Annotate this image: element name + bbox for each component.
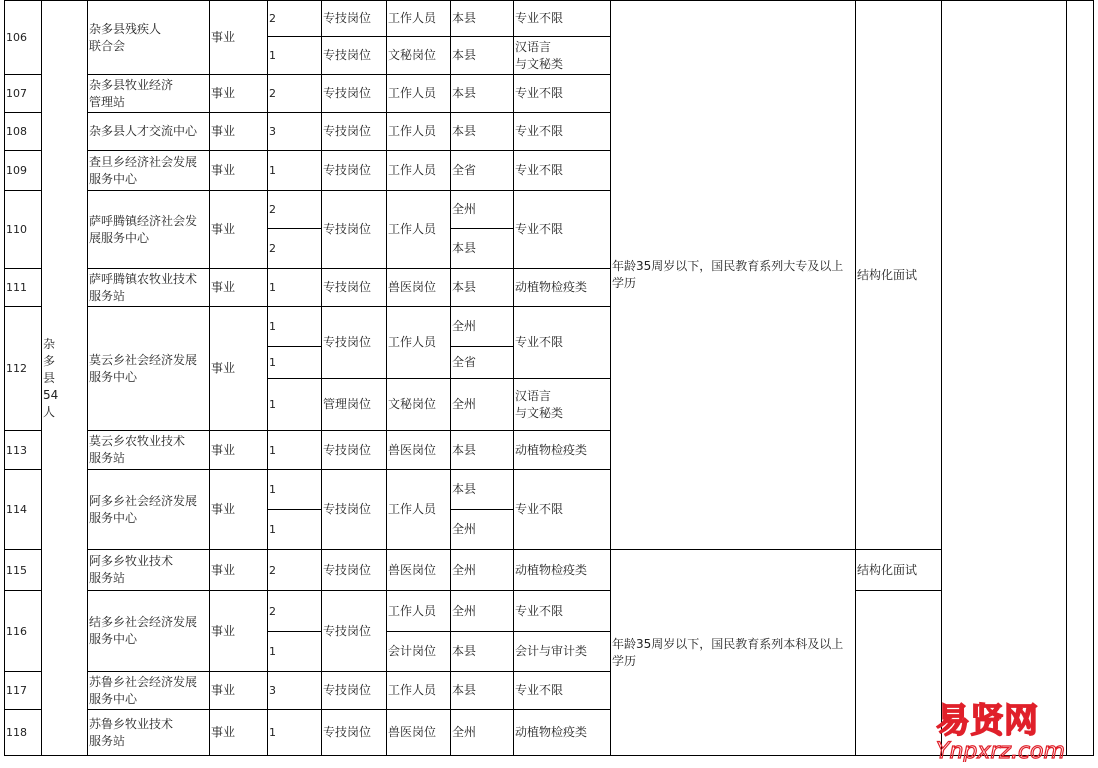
position-title: 工作人员: [387, 191, 451, 269]
unit-type: 事业: [210, 672, 268, 710]
row-id: 113: [5, 431, 42, 470]
position-title: 兽医岗位: [387, 710, 451, 756]
position-count: 1: [268, 510, 322, 550]
unit-type: 事业: [210, 591, 268, 672]
position-category: 专技岗位: [322, 710, 387, 756]
position-count: 2: [268, 229, 322, 269]
major-requirement: 专业不限: [514, 1, 611, 37]
position-category: 专技岗位: [322, 550, 387, 591]
position-count: 1: [268, 431, 322, 470]
unit-type: 事业: [210, 710, 268, 756]
table-row: [5, 591, 1094, 632]
recruit-scope: 全州: [451, 710, 514, 756]
recruit-scope: 本县: [451, 672, 514, 710]
unit-name: 萨呼腾镇农牧业技术服务站: [88, 269, 210, 307]
position-count: 1: [268, 632, 322, 672]
row-id: 117: [5, 672, 42, 710]
position-count: 1: [268, 379, 322, 431]
position-category: 专技岗位: [322, 191, 387, 269]
position-count: 3: [268, 113, 322, 151]
unit-name: 杂多县人才交流中心: [88, 113, 210, 151]
recruit-scope: 全省: [451, 347, 514, 379]
recruit-scope: 本县: [451, 1, 514, 37]
position-title: 工作人员: [387, 470, 451, 550]
unit-name: 杂多县残疾人 联合会: [88, 1, 210, 75]
position-count: 1: [268, 470, 322, 510]
major-requirement: 动植物检疫类: [514, 710, 611, 756]
row-id: 112: [5, 307, 42, 431]
position-category: 管理岗位: [322, 379, 387, 431]
table-row: [5, 1, 1094, 37]
unit-type: 事业: [210, 75, 268, 113]
unit-name: 苏鲁乡牧业技术 服务站: [88, 710, 210, 756]
row-id: 114: [5, 470, 42, 550]
major-requirement: 专业不限: [514, 75, 611, 113]
major-requirement: 专业不限: [514, 591, 611, 632]
recruit-scope: 全州: [451, 307, 514, 347]
row-id: 106: [5, 1, 42, 75]
unit-name: 查旦乡经济社会发展服务中心: [88, 151, 210, 191]
recruit-scope: 全州: [451, 591, 514, 632]
unit-name: 阿多乡牧业技术 服务站: [88, 550, 210, 591]
unit-name: 阿多乡社会经济发展服务中心: [88, 470, 210, 550]
unit-type: 事业: [210, 269, 268, 307]
watermark-logo: [932, 698, 1090, 762]
recruit-scope: 本县: [451, 431, 514, 470]
recruitment-table: [4, 0, 1094, 756]
position-title: 工作人员: [387, 591, 451, 632]
position-count: 2: [268, 191, 322, 229]
row-id: 118: [5, 710, 42, 756]
recruit-scope: 全省: [451, 151, 514, 191]
unit-type: 事业: [210, 191, 268, 269]
major-requirement: 汉语言 与文秘类: [514, 379, 611, 431]
position-count: 1: [268, 347, 322, 379]
position-category: 专技岗位: [322, 37, 387, 75]
major-requirement: 专业不限: [514, 113, 611, 151]
position-title: 兽医岗位: [387, 550, 451, 591]
position-category: 专技岗位: [322, 1, 387, 37]
recruit-scope: 本县: [451, 113, 514, 151]
recruit-scope: 本县: [451, 632, 514, 672]
major-requirement: 汉语言 与文秘类: [514, 37, 611, 75]
recruit-scope: 全州: [451, 510, 514, 550]
major-requirement: 专业不限: [514, 470, 611, 550]
position-category: 专技岗位: [322, 431, 387, 470]
position-count: 2: [268, 591, 322, 632]
unit-type: 事业: [210, 431, 268, 470]
position-title: 文秘岗位: [387, 379, 451, 431]
exam-method: 结构化面试: [856, 550, 942, 591]
recruit-scope: 本县: [451, 269, 514, 307]
major-requirement: 动植物检疫类: [514, 269, 611, 307]
recruit-scope: 本县: [451, 229, 514, 269]
major-requirement: 会计与审计类: [514, 632, 611, 672]
recruit-scope: 本县: [451, 37, 514, 75]
position-title: 工作人员: [387, 151, 451, 191]
unit-type: 事业: [210, 470, 268, 550]
exam-method-empty: [856, 591, 942, 756]
position-count: 1: [268, 269, 322, 307]
recruit-scope: 全州: [451, 550, 514, 591]
position-title: 文秘岗位: [387, 37, 451, 75]
unit-name: 苏鲁乡社会经济发展服务中心: [88, 672, 210, 710]
major-requirement: 专业不限: [514, 307, 611, 379]
position-count: 2: [268, 550, 322, 591]
major-requirement: 专业不限: [514, 191, 611, 269]
position-category: 专技岗位: [322, 113, 387, 151]
position-count: 1: [268, 151, 322, 191]
other-requirements: 年龄35周岁以下，国民教育系列大专及以上学历: [611, 1, 856, 550]
recruit-scope: 本县: [451, 470, 514, 510]
major-requirement: 动植物检疫类: [514, 431, 611, 470]
row-id: 116: [5, 591, 42, 672]
unit-type: 事业: [210, 151, 268, 191]
unit-name: 结多乡社会经济发展服务中心: [88, 591, 210, 672]
major-requirement: 专业不限: [514, 672, 611, 710]
row-id: 111: [5, 269, 42, 307]
unit-type: 事业: [210, 307, 268, 431]
position-count: 2: [268, 1, 322, 37]
recruit-scope: 全州: [451, 379, 514, 431]
row-id: 108: [5, 113, 42, 151]
position-category: 专技岗位: [322, 672, 387, 710]
row-id: 107: [5, 75, 42, 113]
watermark-url: Ynpxrz.com: [936, 739, 1065, 762]
position-category: 专技岗位: [322, 269, 387, 307]
position-count: 3: [268, 672, 322, 710]
position-title: 工作人员: [387, 307, 451, 379]
unit-name: 莫云乡社会经济发展服务中心: [88, 307, 210, 431]
position-title: 兽医岗位: [387, 431, 451, 470]
position-category: 专技岗位: [322, 470, 387, 550]
position-title: 会计岗位: [387, 632, 451, 672]
exam-method: 结构化面试: [856, 1, 942, 550]
unit-type: 事业: [210, 550, 268, 591]
position-count: 2: [268, 75, 322, 113]
position-category: 专技岗位: [322, 591, 387, 672]
position-count: 1: [268, 307, 322, 347]
table-row: [5, 550, 1094, 591]
county-cell: 杂 多 县 54 人: [42, 1, 88, 756]
row-id: 115: [5, 550, 42, 591]
row-id: 109: [5, 151, 42, 191]
position-title: 工作人员: [387, 113, 451, 151]
watermark-text: 易贤网: [936, 701, 1038, 741]
remarks-cell: [942, 1, 1067, 756]
unit-type: 事业: [210, 113, 268, 151]
position-title: 工作人员: [387, 75, 451, 113]
recruit-scope: 全州: [451, 191, 514, 229]
extra-cell: [1067, 1, 1094, 756]
position-title: 工作人员: [387, 672, 451, 710]
position-count: 1: [268, 710, 322, 756]
unit-name: 莫云乡农牧业技术 服务站: [88, 431, 210, 470]
position-count: 1: [268, 37, 322, 75]
recruit-scope: 本县: [451, 75, 514, 113]
position-category: 专技岗位: [322, 75, 387, 113]
row-id: 110: [5, 191, 42, 269]
major-requirement: 动植物检疫类: [514, 550, 611, 591]
major-requirement: 专业不限: [514, 151, 611, 191]
position-title: 兽医岗位: [387, 269, 451, 307]
unit-type: 事业: [210, 1, 268, 75]
unit-name: 萨呼腾镇经济社会发展服务中心: [88, 191, 210, 269]
other-requirements: 年龄35周岁以下，国民教育系列本科及以上学历: [611, 550, 856, 756]
position-title: 工作人员: [387, 1, 451, 37]
position-category: 专技岗位: [322, 307, 387, 379]
position-category: 专技岗位: [322, 151, 387, 191]
unit-name: 杂多县牧业经济 管理站: [88, 75, 210, 113]
